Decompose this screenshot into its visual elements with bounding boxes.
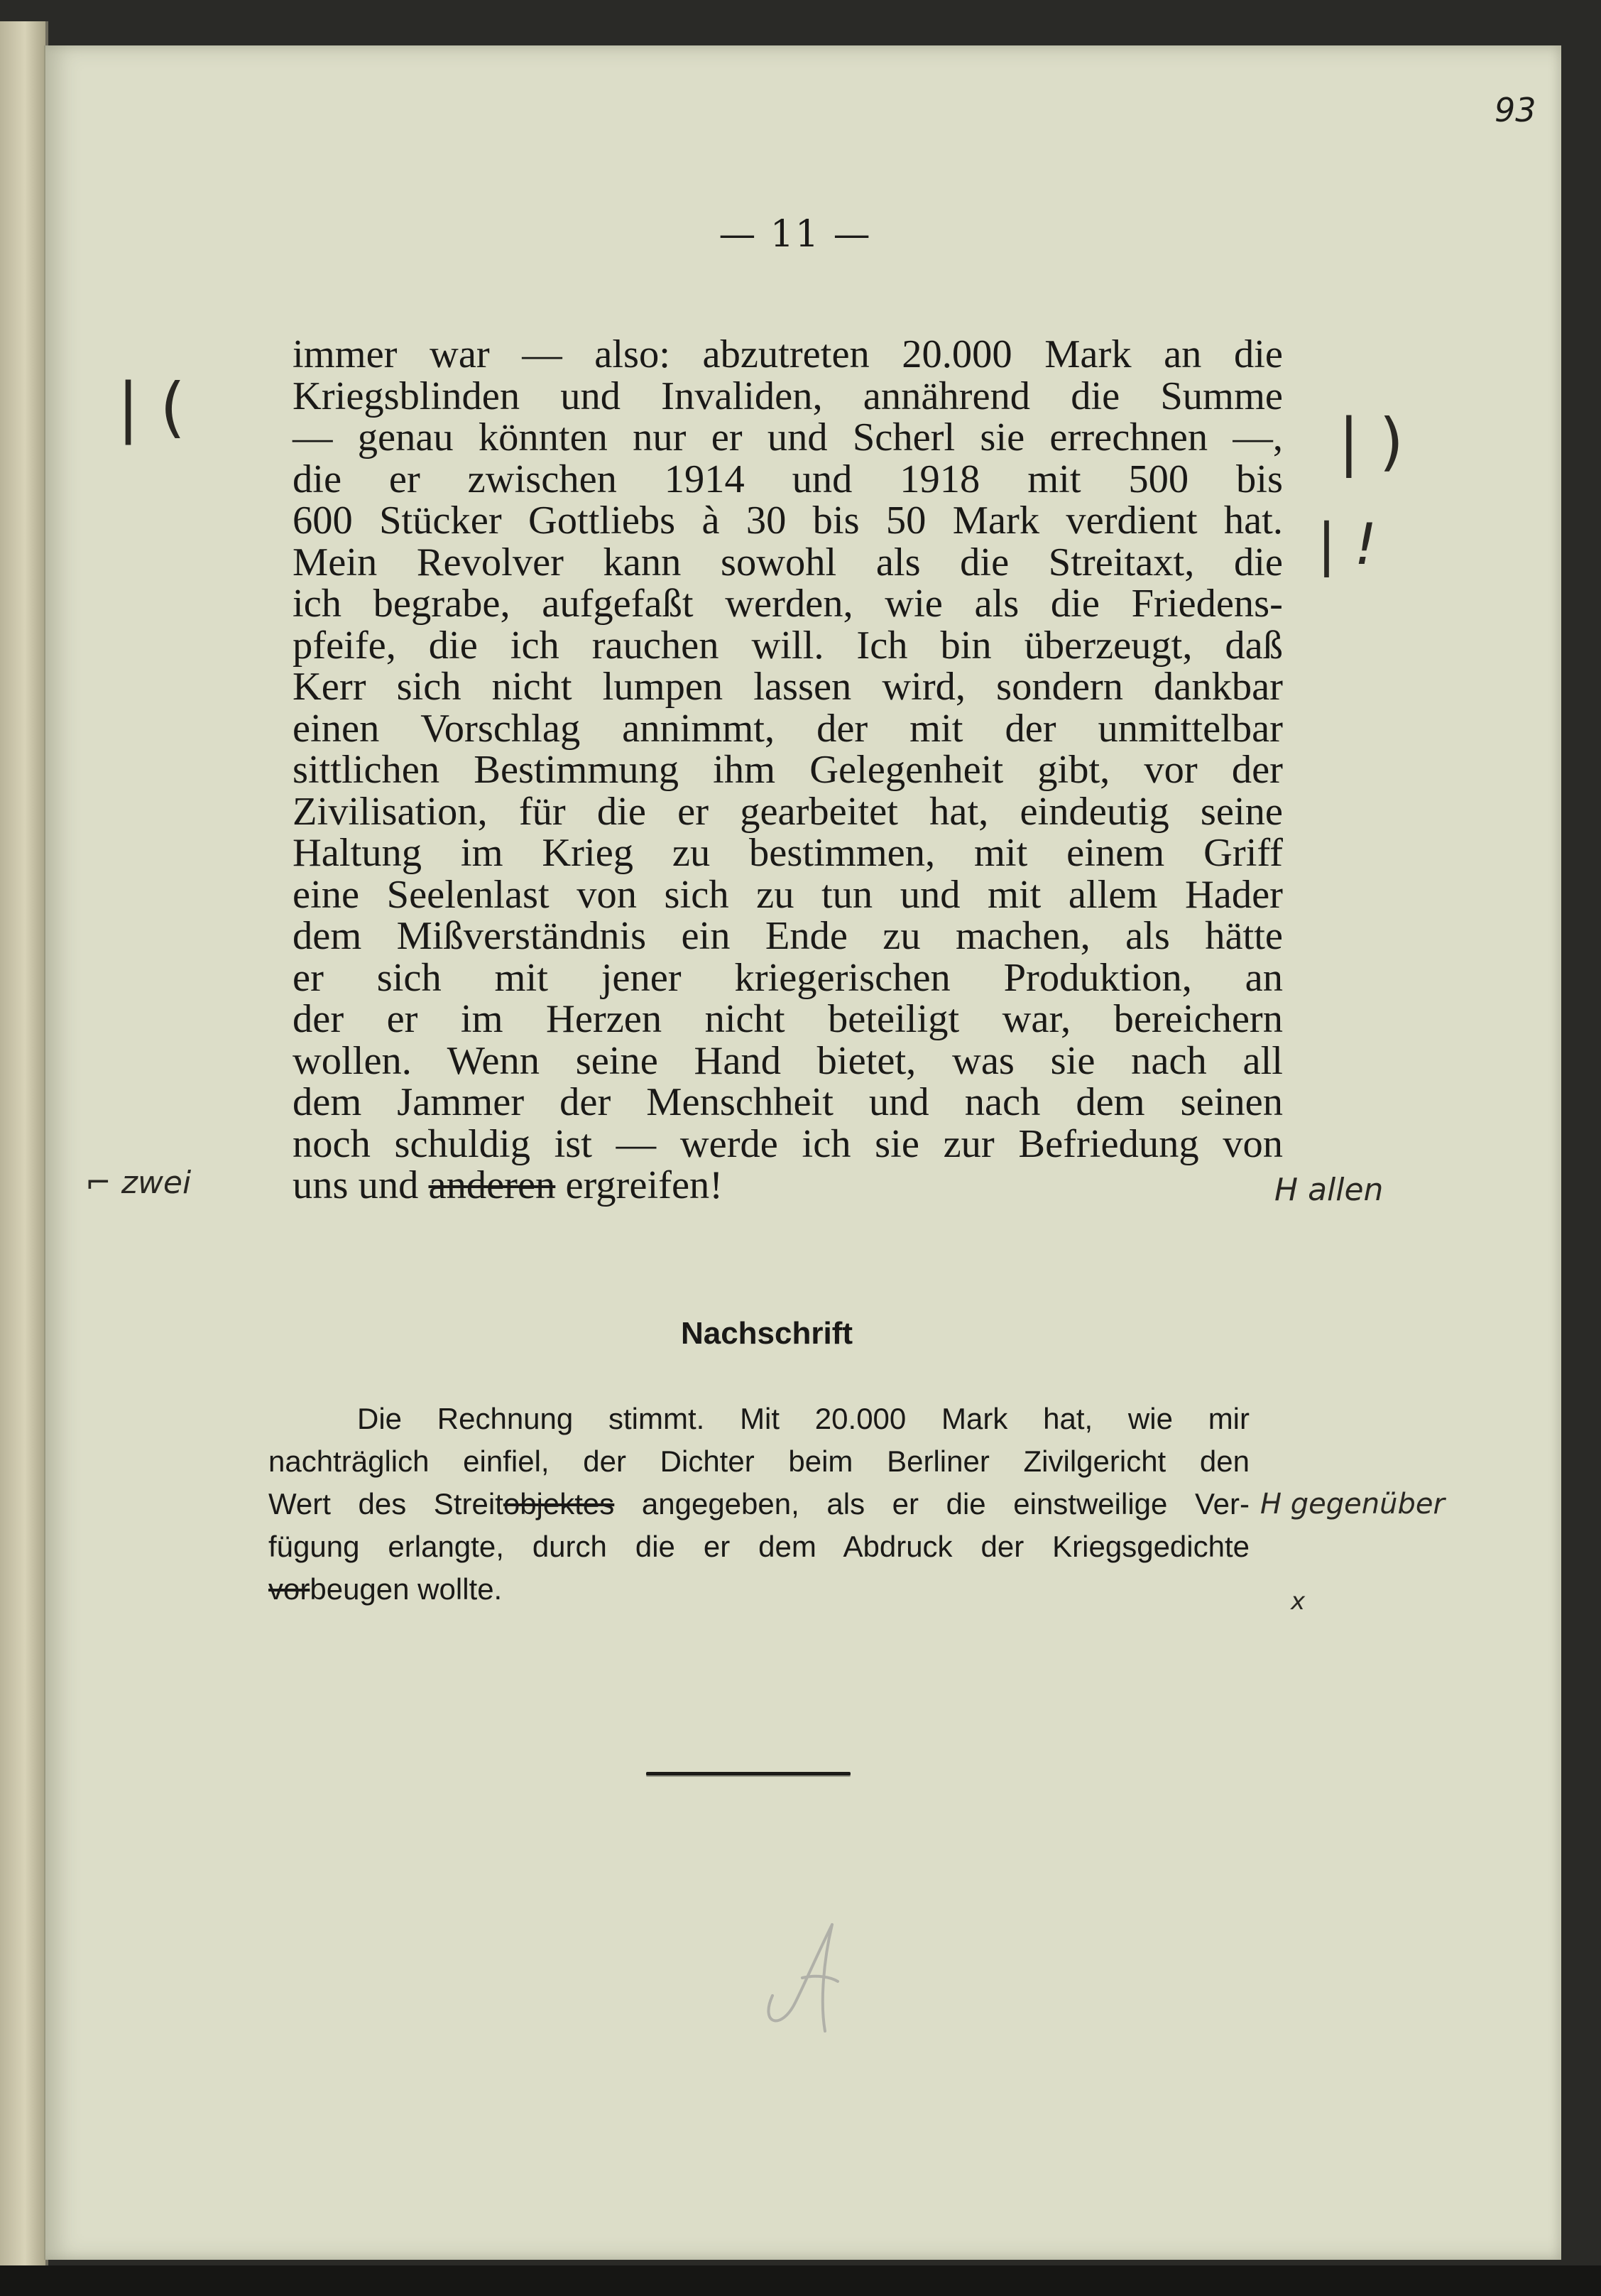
margin-note-right-2: | ! xyxy=(1317,511,1377,577)
postscript-heading: Nachschrift xyxy=(680,1316,853,1351)
page-number: — 11 — xyxy=(718,213,872,256)
pencil-mark-drawing xyxy=(753,1917,852,2038)
postscript-text-block xyxy=(268,1398,1250,1611)
text-line: Haltung im Krieg zu bestimmen, mit einem Griff xyxy=(293,831,1283,875)
margin-note-right-1: | ) xyxy=(1338,405,1404,478)
postscript-line: Die Rechnung stimmt. Mit 20.000 Mark hat, wie mir xyxy=(357,1402,1250,1435)
text-line: dem Jammer der Menschheit und nach dem seinen xyxy=(293,1080,1283,1124)
main-text-block xyxy=(293,334,1283,1207)
postscript-line xyxy=(268,1483,1250,1525)
scan-bottom-edge xyxy=(0,2265,1601,2296)
margin-note-right-3: H allen xyxy=(1274,1172,1384,1208)
text-line: wollen. Wenn seine Hand bietet, was sie nach all xyxy=(293,1038,1283,1083)
text-segment: beugen wollte. xyxy=(310,1572,503,1606)
struck-word: vor xyxy=(268,1572,310,1606)
postscript-line xyxy=(268,1568,1250,1611)
text-line: Kerr sich nicht lumpen lassen wird, sondern dankbar xyxy=(293,665,1283,709)
text-line: dem Mißverständnis ein Ende zu machen, als hätte xyxy=(293,914,1283,958)
text-line: sittlichen Bestimmung ihm Gelegenheit gibt, vor der xyxy=(293,748,1283,792)
margin-note-right-4: H gegenüber xyxy=(1260,1488,1445,1520)
margin-note-right-5: x xyxy=(1291,1587,1306,1616)
text-line: ich begrabe, aufgefaßt werden, wie als die Friedens- xyxy=(293,582,1283,626)
text-line: — genau könnten nur er und Scherl sie errechnen —, xyxy=(293,415,1283,459)
text-line: Mein Revolver kann sowohl als die Streitaxt, die xyxy=(293,540,1283,584)
end-rule-divider xyxy=(646,1772,851,1775)
struck-word: objektes xyxy=(503,1487,615,1520)
struck-word: anderen xyxy=(428,1163,556,1207)
text-line: Zivilisation, für die er gearbeitet hat, eindeutig seine xyxy=(293,789,1283,834)
text-line: immer war — also: abzutreten 20.000 Mark an die xyxy=(293,332,1283,376)
text-segment: angegeben, als er die einstweilige Ver- xyxy=(614,1487,1250,1520)
margin-note-left-2: ⌐ zwei xyxy=(85,1165,192,1201)
text-segment: uns und xyxy=(293,1163,429,1207)
text-segment: Wert des Streit xyxy=(268,1487,503,1520)
text-line: die er zwischen 1914 und 1918 mit 500 bis xyxy=(293,457,1283,501)
postscript-line: fügung erlangte, durch die er dem Abdruck der Kriegsgedichte xyxy=(268,1530,1250,1563)
folio-number: 93 xyxy=(1495,91,1536,129)
margin-note-left-1: | ( xyxy=(117,369,186,445)
text-line: 600 Stücker Gottliebs à 30 bis 50 Mark verdient hat. xyxy=(293,499,1283,543)
postscript-line: nachträglich einfiel, der Dichter beim Berliner Zivilgericht den xyxy=(268,1444,1250,1478)
text-line: pfeife, die ich rauchen will. Ich bin überzeugt, daß xyxy=(293,623,1283,668)
text-line: Kriegsblinden und Invaliden, annährend die Summe xyxy=(293,374,1283,418)
text-line: er sich mit jener kriegerischen Produktion, an xyxy=(293,955,1283,1000)
adjacent-page-edge xyxy=(0,21,48,2265)
text-line: noch schuldig ist — werde ich sie zur Befriedung von xyxy=(293,1121,1283,1166)
text-line-final xyxy=(293,1165,1283,1207)
text-line: einen Vorschlag annimmt, der mit der unmittelbar xyxy=(293,706,1283,751)
text-line: der er im Herzen nicht beteiligt war, bereichern xyxy=(293,997,1283,1041)
text-line: eine Seelenlast von sich zu tun und mit allem Hader xyxy=(293,872,1283,917)
text-segment: ergreifen! xyxy=(555,1163,723,1207)
